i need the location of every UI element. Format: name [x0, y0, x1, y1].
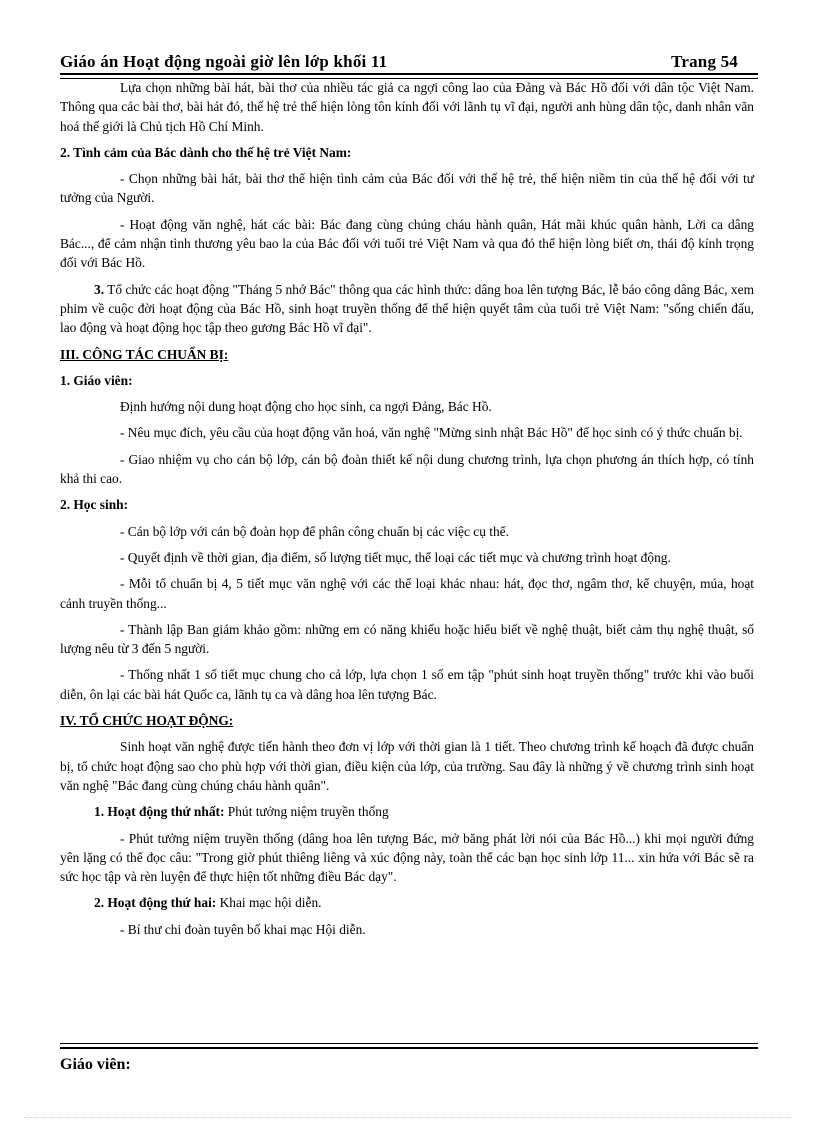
paragraph: - Nêu mục đích, yêu cầu của hoạt động văn hoá, văn nghệ "Mừng sinh nhật Bác Hồ" để học sinh có ý thức chuẩn bị.	[120, 425, 743, 441]
paragraph: - Quyết định về thời gian, địa điểm, số lượng tiết mục, thể loại các tiết mục và chương trình hoạt động.	[120, 549, 671, 565]
paragraph: - Cán bộ lớp với cán bộ đoàn họp để phân công chuẩn bị các việc cụ thể.	[120, 523, 509, 539]
document-body	[60, 78, 754, 946]
subheading-bold: 2. Hoạt động thứ hai:	[94, 895, 217, 911]
paragraph: Sinh hoạt văn nghệ được tiến hành theo đơn vị lớp với thời gian là 1 tiết. Theo chương trình kế hoạch đã được chuẩn bị, tổ chức hoạt động sao cho phù hợp với thời gian, điều kiện của lớp, của trường. Sau đây là những ý về chương trình sinh hoạt văn nghệ "Bác đang cùng chúng cháu hành quân".	[60, 739, 754, 793]
paragraph: Lựa chọn những bài hát, bài thơ của nhiều tác giả ca ngợi công lao của Đảng và Bác Hồ đối với dân tộc Việt Nam. Thông qua các bài thơ, bài hát đó, thế hệ trẻ thể hiện lòng tôn kính đối với lãnh tụ vĩ đại, người anh hùng dân tộc, danh nhân văn hoá thế giới là Chủ tịch Hồ Chí Minh.	[60, 80, 754, 134]
document-title: Giáo án Hoạt động ngoài giờ lên lớp khối 11	[60, 52, 388, 71]
paragraph: - Mỗi tổ chuẩn bị 4, 5 tiết mục văn nghệ với các thể loại khác nhau: hát, đọc thơ, ngâm thơ, kể chuyện, múa, hoạt cảnh truyền thống...	[60, 576, 754, 611]
page-number: Trang 54	[671, 52, 738, 71]
subheading-bold: 1. Hoạt động thứ nhất:	[94, 804, 225, 820]
paragraph-text: Tổ chức các hoạt động "Tháng 5 nhớ Bác" thông qua các hình thức: dâng hoa lên tượng Bác, lễ báo công dâng Bác, xem phim về cuộc đời hoạt động của Bác Hồ, sinh hoạt truyền thống để thể hiện quyết tâm của tuổi trẻ Việt Nam: "sống chiến đấu, lao động và hoạt động học tập theo gương Bác Hồ vĩ đại".	[60, 281, 754, 336]
footer-rule	[60, 1043, 758, 1049]
paragraph: - Phút tưởng niệm truyền thống (dâng hoa lên tượng Bác, mở băng phát lời nói của Bác Hồ...) khi mọi người đứng yên lặng có thể đọc câu: "Trong giờ phút thiêng liêng và xúc động này, toàn thể các bạn học sinh lớp 11... xin hứa với Bác sẽ ra sức học tập và rèn luyện để thực hiện tốt những điều Bác dạy".	[60, 830, 754, 885]
subheading: 1. Giáo viên:	[60, 372, 133, 388]
paragraph: - Giao nhiệm vụ cho cán bộ lớp, cán bộ đoàn thiết kế nội dung chương trình, lựa chọn phương án thích hợp, có tính khả thi cao.	[60, 451, 754, 487]
paragraph: Định hướng nội dung hoạt động cho học sinh, ca ngợi Đảng, Bác Hồ.	[120, 399, 492, 415]
page-header	[60, 50, 758, 74]
paragraph	[60, 280, 754, 338]
subheading	[94, 893, 754, 912]
subheading: 2. Tình cảm của Bác dành cho thế hệ trẻ Việt Nam:	[60, 144, 352, 160]
paragraph: - Thống nhất 1 số tiết mục chung cho cả lớp, lựa chọn 1 số em tập "phút sinh hoạt truyền thống" trước khi vào buổi diễn, ôn lại các bài hát Quốc ca, lãnh tụ ca và dâng hoa lên tượng Bác.	[60, 667, 754, 702]
subheading-text: Khai mạc hội diễn.	[216, 895, 322, 911]
subheading-text: Phút tưởng niệm truyền thống	[224, 804, 389, 820]
paragraph: - Chọn những bài hát, bài thơ thể hiện tình cảm của Bác đối với thế hệ trẻ, thể hiện niềm tin của thế hệ đối với tư tưởng của Người.	[60, 171, 754, 206]
subheading: 2. Học sinh:	[60, 497, 129, 513]
page-edge-dotted-line	[24, 1117, 792, 1118]
footer-label: Giáo viên:	[60, 1056, 131, 1073]
paragraph: - Hoạt động văn nghệ, hát các bài: Bác đang cùng chúng cháu hành quân, Hát mãi khúc quân hành, Lời ca dâng Bác..., để cảm nhận tình thương yêu bao la của Bác đối với tuổi trẻ Việt Nam và qua đó thể hiện lòng biết ơn, thái độ kính trọng đối với Bác Hồ.	[60, 216, 754, 271]
subheading	[94, 802, 754, 821]
paragraph: - Thành lập Ban giám khảo gồm: những em có năng khiếu hoặc hiểu biết về nghệ thuật, biết cảm thụ nghệ thuật, số lượng nêu từ 3 đến 5 người.	[60, 621, 754, 657]
paragraph: - Bí thư chi đoàn tuyên bố khai mạc Hội diễn.	[120, 921, 366, 937]
item-number: 3.	[94, 281, 105, 297]
section-heading: III. CÔNG TÁC CHUẨN BỊ:	[60, 346, 229, 362]
section-heading: IV. TỔ CHỨC HOẠT ĐỘNG:	[60, 713, 234, 729]
